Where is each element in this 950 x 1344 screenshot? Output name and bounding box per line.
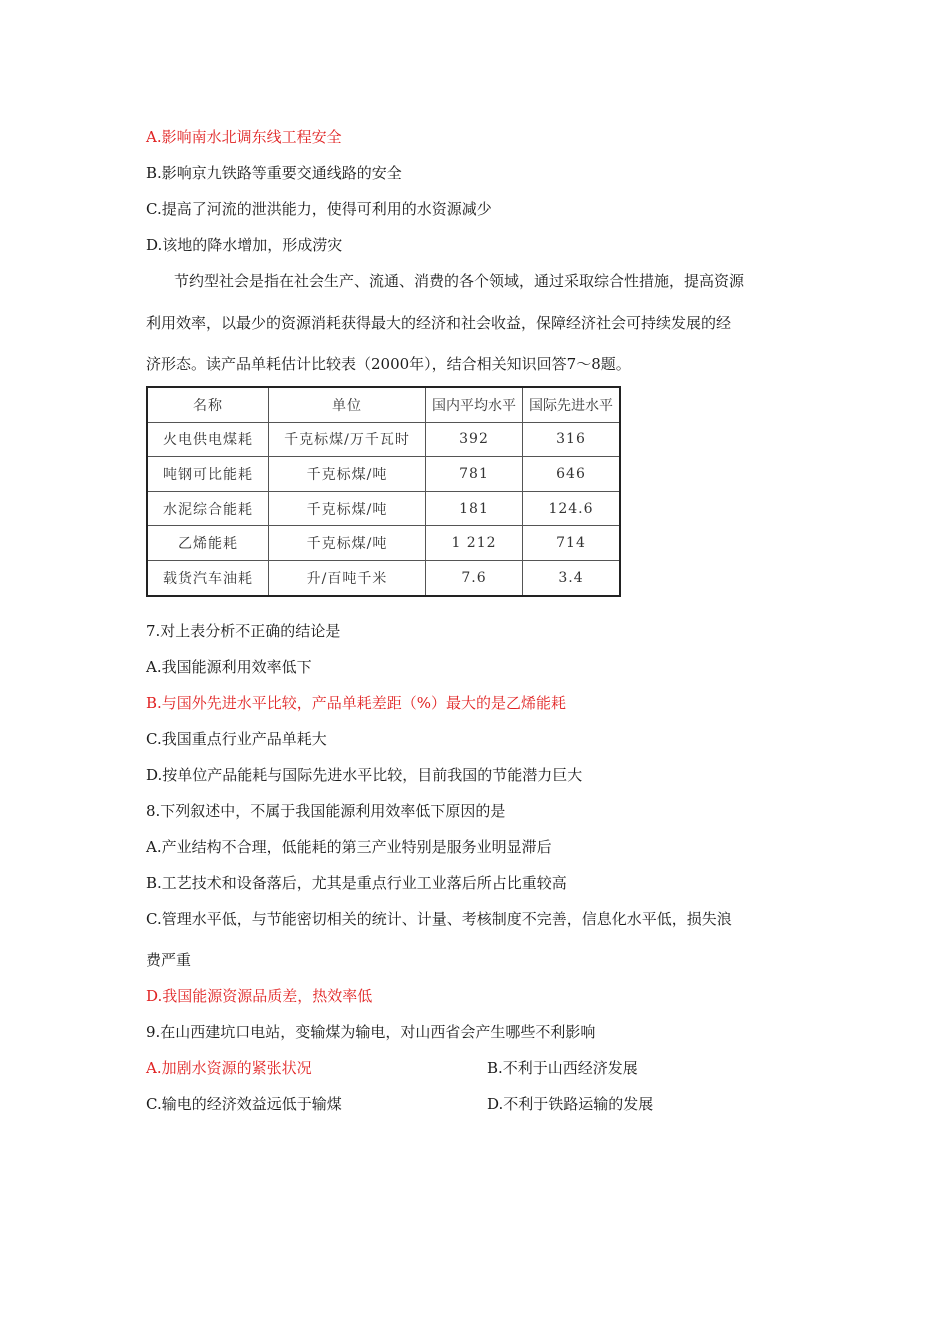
table-row [147,491,620,526]
table-cell: 646 [523,457,621,492]
q6-option-a: A.影响南水北调东线工程安全 [146,128,342,146]
q8-stem: 8.下列叙述中，不属于我国能源利用效率低下原因的是 [146,802,506,820]
header-domestic: 国内平均水平 [426,387,523,422]
q7-stem: 7.对上表分析不正确的结论是 [146,622,341,640]
q7-option-b: B.与国外先进水平比较，产品单耗差距（%）最大的是乙烯能耗 [146,694,567,712]
table-cell: 升/百吨千米 [269,560,426,595]
table-cell: 千克标煤/吨 [269,491,426,526]
q7-option-d: D.按单位产品能耗与国际先进水平比较，目前我国的节能潜力巨大 [146,766,583,784]
q7-option-a: A.我国能源利用效率低下 [146,658,312,676]
q8-option-a: A.产业结构不合理，低能耗的第三产业特别是服务业明显滞后 [146,838,552,856]
table-row [147,560,620,595]
q9-stem: 9.在山西建坑口电站，变输煤为输电，对山西省会产生哪些不利影响 [146,1023,596,1041]
table-cell: 124.6 [523,491,621,526]
table-cell: 水泥综合能耗 [147,491,269,526]
q9-option-b: B.不利于山西经济发展 [487,1059,638,1077]
table-cell: 载货汽车油耗 [147,560,269,595]
table-cell: 181 [426,491,523,526]
table-cell: 714 [523,526,621,561]
table-cell: 1 212 [426,526,523,561]
q8-option-b: B.工艺技术和设备落后，尤其是重点行业工业落后所占比重较高 [146,874,567,892]
table-row [147,422,620,457]
table-header-row [147,387,620,422]
table-cell: 7.6 [426,560,523,595]
header-name: 名称 [147,387,269,422]
product-consumption-table [146,386,621,597]
q8-option-c-line-2: 费严重 [146,951,192,969]
q9-option-d: D.不利于铁路运输的发展 [487,1095,654,1113]
q8-option-d: D.我国能源资源品质差，热效率低 [146,987,373,1005]
table-cell: 火电供电煤耗 [147,422,269,457]
table-cell: 781 [426,457,523,492]
intro-line-3: 济形态。读产品单耗估计比较表（2000年），结合相关知识回答7～8题。 [146,355,631,373]
header-international: 国际先进水平 [523,387,621,422]
intro-line-2: 利用效率，以最少的资源消耗获得最大的经济和社会收益，保障经济社会可持续发展的经 [146,314,732,332]
table-cell: 千克标煤/吨 [269,526,426,561]
table-row [147,457,620,492]
table-cell: 3.4 [523,560,621,595]
q8-option-c-line-1: C.管理水平低，与节能密切相关的统计、计量、考核制度不完善，信息化水平低，损失浪 [146,910,732,928]
q7-option-c: C.我国重点行业产品单耗大 [146,730,327,748]
table-row [147,526,620,561]
table-cell: 316 [523,422,621,457]
q6-option-c: C.提高了河流的泄洪能力，使得可利用的水资源减少 [146,200,492,218]
table-cell: 千克标煤/万千瓦时 [269,422,426,457]
q6-option-b: B.影响京九铁路等重要交通线路的安全 [146,164,402,182]
table-cell: 乙烯能耗 [147,526,269,561]
q6-option-d: D.该地的降水增加，形成涝灾 [146,236,343,254]
q9-option-a: A.加剧水资源的紧张状况 [146,1059,312,1077]
table-cell: 吨钢可比能耗 [147,457,269,492]
table-cell: 千克标煤/吨 [269,457,426,492]
q9-option-c: C.输电的经济效益远低于输煤 [146,1095,342,1113]
header-unit: 单位 [269,387,426,422]
intro-line-1: 节约型社会是指在社会生产、流通、消费的各个领域，通过采取综合性措施，提高资源 [174,272,745,290]
table-cell: 392 [426,422,523,457]
